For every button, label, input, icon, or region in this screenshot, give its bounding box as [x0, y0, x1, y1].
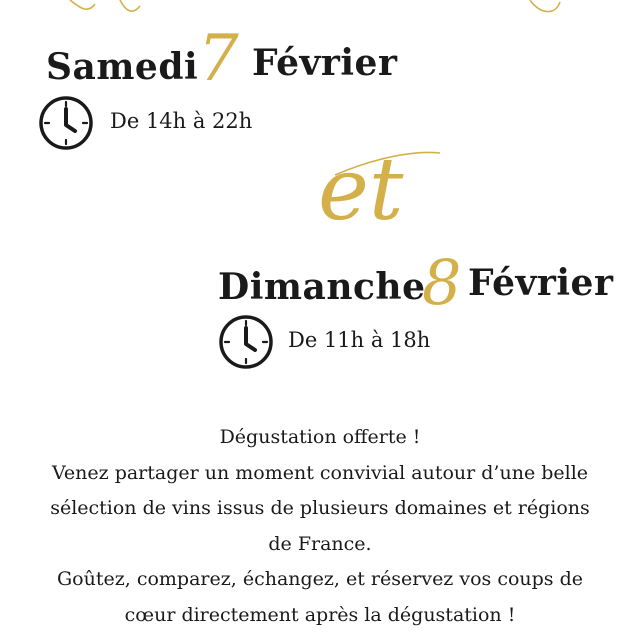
description-line: Venez partager un moment convivial autour d’une belle: [51, 461, 589, 484]
clock-icon: [218, 314, 274, 370]
day1-weekday: Samedi: [46, 46, 199, 88]
description-line: Dégustation offerte !: [219, 426, 421, 448]
day1-month: Février: [252, 42, 398, 84]
description-line: Goûtez, comparez, échangez, et réservez vos coups de: [57, 568, 583, 590]
decorative-script-top: [0, 0, 640, 30]
day2-hours: De 11h à 18h: [288, 328, 431, 352]
day2-number: 8: [422, 246, 462, 319]
day2-weekday: Dimanche: [218, 266, 426, 308]
description-line: cœur directement après la dégustation !: [124, 603, 516, 626]
day2-month: Février: [468, 262, 614, 304]
description-line: sélection de vins issus de plusieurs domaines et régions: [50, 497, 590, 519]
connector-flourish: [330, 145, 450, 185]
clock-icon: [38, 95, 94, 151]
description-block: [20, 420, 620, 633]
connector-et: et: [318, 140, 404, 240]
description-line: de France.: [268, 532, 372, 555]
day1-hours: De 14h à 22h: [110, 109, 253, 133]
day1-number: 7: [198, 22, 239, 96]
